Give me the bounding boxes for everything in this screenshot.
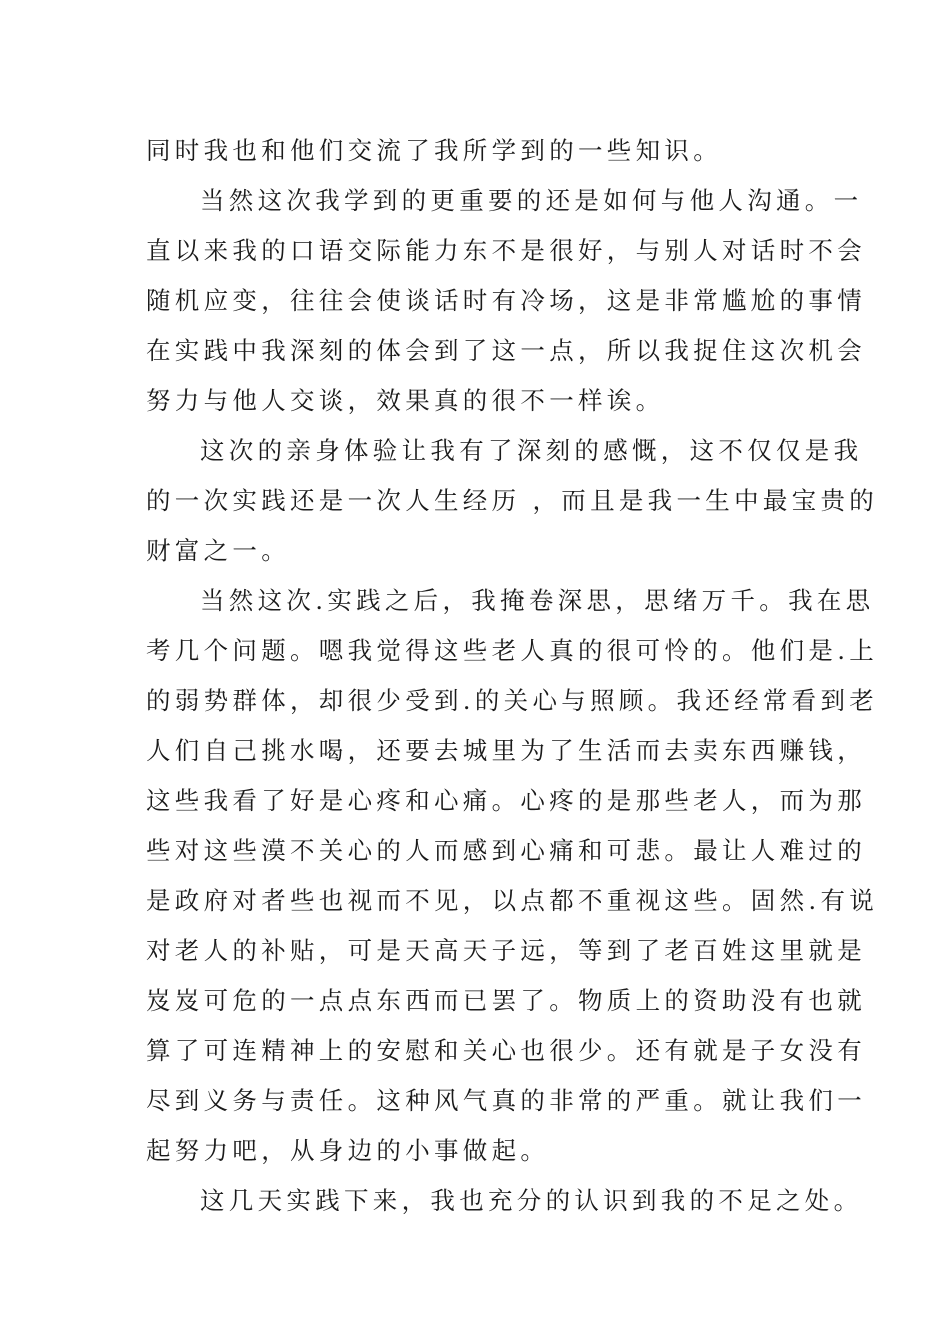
paragraph-start-line: 当然这次.实践之后，我掩卷深思，思绪万千。我在思 <box>200 586 875 615</box>
text-line: 这些我看了好是心疼和心痛。心疼的是那些老人，而为那 <box>146 786 866 815</box>
text-line: 直以来我的口语交际能力东不是很好，与别人对话时不会 <box>146 236 866 265</box>
text-line: 财富之一。 <box>146 536 290 565</box>
paragraph-start-line: 这次的亲身体验让我有了深刻的感慨，这不仅仅是我 <box>200 436 863 465</box>
text-line: 是政府对者些也视而不见，以点都不重视这些。固然.有说 <box>146 886 879 915</box>
text-line: 些对这些漠不关心的人而感到心痛和可悲。最让人难过的 <box>146 836 866 865</box>
text-line: 人们自己挑水喝，还要去城里为了生活而去卖东西赚钱， <box>146 736 866 765</box>
text-line: 起努力吧，从身边的小事做起。 <box>146 1136 550 1165</box>
text-line: 考几个问题。嗯我觉得这些老人真的很可怜的。他们是.上 <box>146 636 879 665</box>
paragraph-start-line: 当然这次我学到的更重要的还是如何与他人沟通。一 <box>200 186 863 215</box>
text-line: 对老人的补贴，可是天高天子远，等到了老百姓这里就是 <box>146 936 866 965</box>
text-line: 努力与他人交谈，效果真的很不一样诶。 <box>146 386 665 415</box>
text-line: 的弱势群体，却很少受到.的关心与照顾。我还经常看到老 <box>146 686 879 715</box>
text-line: 在实践中我深刻的体会到了这一点，所以我捉住这次机会 <box>146 336 866 365</box>
text-line: 随机应变，往往会使谈话时有冷场，这是非常尴尬的事情 <box>146 286 866 315</box>
document-body <box>146 126 879 1226</box>
text-line: 算了可连精神上的安慰和关心也很少。还有就是子女没有 <box>146 1036 866 1065</box>
paragraph-start-line: 这几天实践下来，我也充分的认识到我的不足之处。 <box>200 1186 863 1215</box>
text-line: 岌岌可危的一点点东西而已罢了。物质上的资助没有也就 <box>146 986 866 1015</box>
text-line: 尽到义务与责任。这种风气真的非常的严重。就让我们一 <box>146 1086 866 1115</box>
text-line: 的一次实践还是一次人生经历 ，而且是我一生中最宝贵的 <box>146 486 879 515</box>
text-line: 同时我也和他们交流了我所学到的一些知识。 <box>146 136 722 165</box>
